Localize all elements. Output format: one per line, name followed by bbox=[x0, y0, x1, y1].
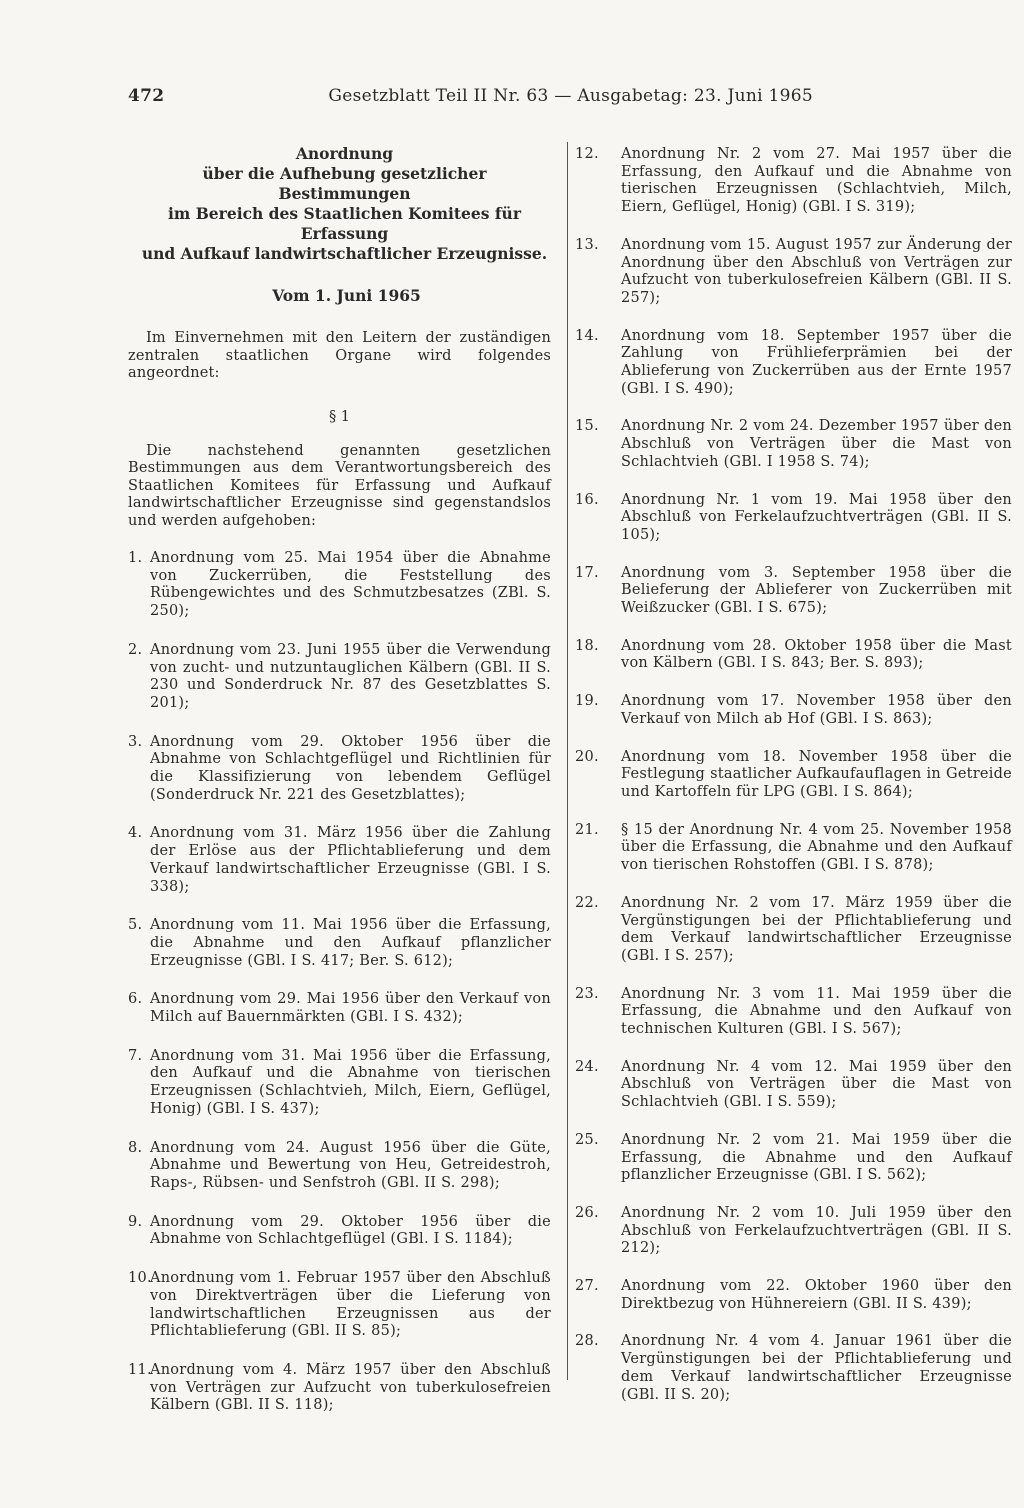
list-item bbox=[575, 1205, 1012, 1258]
item-text: Anordnung vom 29. Oktober 1956 über die Abnahme von Schlachtgeflügel und Richtlinien für die Klassifizierung von lebendem Geflügel (Sonderdruck Nr. 221 des Gesetzblattes); bbox=[150, 733, 551, 803]
item-text: Anordnung vom 4. März 1957 über den Abschluß von Verträgen zur Aufzucht von tuberkulosefreien Kälbern (GBl. II S. 118); bbox=[150, 1361, 551, 1414]
item-number: 28. bbox=[575, 1333, 599, 1350]
item-text: Anordnung vom 31. Mai 1956 über die Erfassung, den Aufkauf und die Abnahme von tierischen Erzeugnissen (Schlachtvieh, Milch, Eiern, Geflügel, Honig) (GBl. I S. 437); bbox=[150, 1047, 551, 1117]
item-text: Anordnung vom 1. Februar 1957 über den Abschluß von Direktverträgen über die Lieferung von landwirtschaftlichen Erzeugnissen aus der Pflichtablieferung (GBl. II S. 85); bbox=[150, 1270, 551, 1340]
list-item bbox=[575, 986, 1012, 1039]
item-number: 9. bbox=[128, 1213, 143, 1230]
list-item bbox=[575, 565, 1012, 618]
left-column bbox=[128, 144, 551, 1436]
item-number: 18. bbox=[575, 637, 599, 654]
item-number: 10. bbox=[128, 1270, 152, 1287]
item-number: 4. bbox=[128, 825, 143, 842]
item-text: Anordnung Nr. 4 vom 4. Januar 1961 über die Vergünstigungen bei der Pflichtablieferung und dem Verkauf landwirtschaftlicher Erzeugnisse (GBl. II S. 20); bbox=[621, 1333, 1012, 1403]
list-item bbox=[575, 749, 1012, 802]
list-item bbox=[128, 1270, 551, 1341]
title-line: über die Aufhebung gesetzlicher Bestimmungen bbox=[202, 164, 487, 203]
repeal-list-right bbox=[575, 146, 1012, 1404]
page-header bbox=[128, 86, 813, 110]
list-item bbox=[575, 328, 1012, 399]
item-text: Anordnung vom 29. Oktober 1956 über die Abnahme von Schlachtgeflügel (GBl. I S. 1184); bbox=[150, 1213, 551, 1248]
repeal-list-left bbox=[128, 550, 551, 1415]
item-text: Anordnung vom 25. Mai 1954 über die Abnahme von Zuckerrüben, die Feststellung des Rübengewichtes und des Schmutzbesatzes (ZBl. S. 250); bbox=[150, 550, 551, 620]
item-text: Anordnung Nr. 2 vom 24. Dezember 1957 über den Abschluß von Verträgen über die Mast von Schlachtvieh (GBl. I 1958 S. 74); bbox=[621, 418, 1012, 470]
item-text: Anordnung vom 23. Juni 1955 über die Verwendung von zucht- und nutzuntauglichen Kälbern (GBl. II S. 230 und Sonderdruck Nr. 87 des Gesetzblattes S. 201); bbox=[150, 641, 551, 711]
item-text: Anordnung vom 18. November 1958 über die Festlegung staatlicher Aufkaufauflagen in Getreide und Kartoffeln für LPG (GBl. I S. 864); bbox=[621, 748, 1012, 800]
list-item bbox=[128, 825, 551, 896]
list-item bbox=[575, 1278, 1012, 1313]
document-title bbox=[138, 144, 551, 264]
list-item bbox=[575, 638, 1012, 673]
item-number: 27. bbox=[575, 1278, 599, 1295]
header-title: Gesetzblatt Teil II Nr. 63 — Ausgabetag: 23. Juni 1965 bbox=[328, 86, 813, 106]
list-item bbox=[128, 991, 551, 1026]
item-number: 11. bbox=[128, 1361, 152, 1378]
item-text: Anordnung vom 24. August 1956 über die Güte, Abnahme und Bewertung von Heu, Getreidestroh, Raps-, Rübsen- und Senfstroh (GBl. II S. 298); bbox=[150, 1139, 551, 1191]
body-paragraph: Die nachstehend genannten gesetzlichen Bestimmungen aus dem Verantwortungsbereich des Staatlichen Komitees für Erfassung und Aufkauf landwirtschaftlicher Erzeugnisse sind gegenstandslos und werden aufgehoben: bbox=[128, 442, 551, 529]
list-item bbox=[128, 917, 551, 970]
list-item bbox=[575, 146, 1012, 217]
list-item bbox=[128, 1140, 551, 1193]
item-text: Anordnung Nr. 1 vom 19. Mai 1958 über den Abschluß von Ferkelaufzuchtverträgen (GBl. II S. 105); bbox=[621, 491, 1012, 543]
item-text: § 15 der Anordnung Nr. 4 vom 25. November 1958 über die Erfassung, die Abnahme und den Aufkauf von tierischen Rohstoffen (GBl. I S. 878); bbox=[621, 821, 1012, 874]
item-number: 5. bbox=[128, 917, 143, 934]
item-text: Anordnung vom 15. August 1957 zur Änderung der Anordnung über den Abschluß von Verträgen zur Aufzucht von tuberkulosefreien Kälbern (GBl. II S. 257); bbox=[621, 236, 1012, 306]
item-number: 20. bbox=[575, 748, 599, 765]
title-line: und Aufkauf landwirtschaftlicher Erzeugnisse. bbox=[141, 244, 548, 263]
list-item bbox=[575, 1132, 1012, 1185]
item-number: 23. bbox=[575, 985, 599, 1002]
list-item bbox=[128, 734, 551, 805]
item-text: Anordnung Nr. 3 vom 11. Mai 1959 über die Erfassung, die Abnahme und den Aufkauf von technischen Kulturen (GBl. I S. 567); bbox=[621, 985, 1012, 1038]
page-number: 472 bbox=[128, 86, 165, 106]
list-item bbox=[128, 1048, 551, 1119]
item-text: Anordnung vom 29. Mai 1956 über den Verkauf von Milch auf Bauernmärkten (GBl. I S. 432); bbox=[150, 991, 551, 1026]
title-line: im Bereich des Staatlichen Komitees für Erfassung bbox=[168, 204, 521, 243]
item-number: 17. bbox=[575, 564, 599, 581]
item-text: Anordnung vom 22. Oktober 1960 über den Direktbezug von Hühnereiern (GBl. II S. 439); bbox=[621, 1278, 1012, 1312]
list-item bbox=[128, 1214, 551, 1249]
list-item bbox=[575, 237, 1012, 308]
list-item bbox=[575, 693, 1012, 728]
item-number: 14. bbox=[575, 327, 599, 344]
item-text: Anordnung Nr. 2 vom 17. März 1959 über die Vergünstigungen bei der Pflichtablieferung und dem Verkauf landwirtschaftlicher Erzeugnisse (GBl. I S. 257); bbox=[621, 894, 1012, 964]
item-text: Anordnung vom 17. November 1958 über den Verkauf von Milch ab Hof (GBl. I S. 863); bbox=[621, 693, 1012, 727]
item-number: 1. bbox=[128, 550, 143, 566]
intro-paragraph: Im Einvernehmen mit den Leitern der zuständigen zentralen staatlichen Organe wird folgendes angeordnet: bbox=[128, 330, 551, 381]
item-number: 3. bbox=[128, 733, 143, 750]
list-item bbox=[575, 418, 1012, 471]
list-item bbox=[128, 642, 551, 713]
list-item bbox=[128, 1362, 551, 1415]
item-number: 12. bbox=[575, 146, 599, 162]
item-number: 8. bbox=[128, 1139, 143, 1156]
list-item bbox=[575, 822, 1012, 875]
item-number: 6. bbox=[128, 991, 143, 1008]
list-item bbox=[575, 1059, 1012, 1112]
right-column bbox=[575, 146, 1012, 1424]
section-heading: § 1 bbox=[328, 408, 351, 425]
item-number: 21. bbox=[575, 821, 599, 838]
item-text: Anordnung vom 18. September 1957 über die Zahlung von Frühlieferprämien bei der Ablieferung von Zuckerrüben aus der Ernte 1957 (GBl. I S. 490); bbox=[621, 327, 1012, 397]
list-item bbox=[575, 492, 1012, 545]
item-text: Anordnung vom 3. September 1958 über die Belieferung der Ablieferer von Zuckerrüben mit Weißzucker (GBl. I S. 675); bbox=[621, 564, 1012, 617]
column-divider bbox=[567, 142, 568, 1380]
list-item bbox=[575, 895, 1012, 966]
list-item bbox=[575, 1333, 1012, 1404]
item-number: 16. bbox=[575, 491, 599, 508]
item-number: 25. bbox=[575, 1131, 599, 1148]
list-item bbox=[128, 550, 551, 621]
item-text: Anordnung Nr. 4 vom 12. Mai 1959 über den Abschluß von Verträgen über die Mast von Schlachtvieh (GBl. I S. 559); bbox=[621, 1058, 1012, 1111]
item-number: 22. bbox=[575, 894, 599, 911]
item-text: Anordnung Nr. 2 vom 21. Mai 1959 über die Erfassung, die Abnahme und den Aufkauf pflanzlicher Erzeugnisse (GBl. I S. 562); bbox=[621, 1131, 1012, 1184]
item-number: 26. bbox=[575, 1204, 599, 1221]
item-text: Anordnung vom 28. Oktober 1958 über die Mast von Kälbern (GBl. I S. 843; Ber. S. 893); bbox=[621, 637, 1012, 672]
item-number: 2. bbox=[128, 641, 143, 658]
title-line: Anordnung bbox=[295, 144, 394, 163]
item-number: 7. bbox=[128, 1047, 143, 1064]
item-number: 19. bbox=[575, 693, 599, 710]
item-text: Anordnung Nr. 2 vom 10. Juli 1959 über den Abschluß von Ferkelaufzuchtverträgen (GBl. II S. 212); bbox=[621, 1204, 1012, 1257]
item-number: 24. bbox=[575, 1058, 599, 1075]
item-number: 15. bbox=[575, 418, 599, 435]
item-number: 13. bbox=[575, 236, 599, 253]
item-text: Anordnung vom 31. März 1956 über die Zahlung der Erlöse aus der Pflichtablieferung und dem Verkauf landwirtschaftlicher Erzeugnisse (GBl. I S. 338); bbox=[150, 825, 551, 895]
item-text: Anordnung Nr. 2 vom 27. Mai 1957 über die Erfassung, den Aufkauf und die Abnahme von tierischen Erzeugnissen (Schlachtvieh, Milch, Eiern, Geflügel, Honig) (GBl. I S. 319); bbox=[621, 146, 1012, 216]
item-text: Anordnung vom 11. Mai 1956 über die Erfassung, die Abnahme und den Aufkauf pflanzlicher Erzeugnisse (GBl. I S. 417; Ber. S. 612); bbox=[150, 917, 551, 969]
document-date: Vom 1. Juni 1965 bbox=[272, 286, 421, 305]
